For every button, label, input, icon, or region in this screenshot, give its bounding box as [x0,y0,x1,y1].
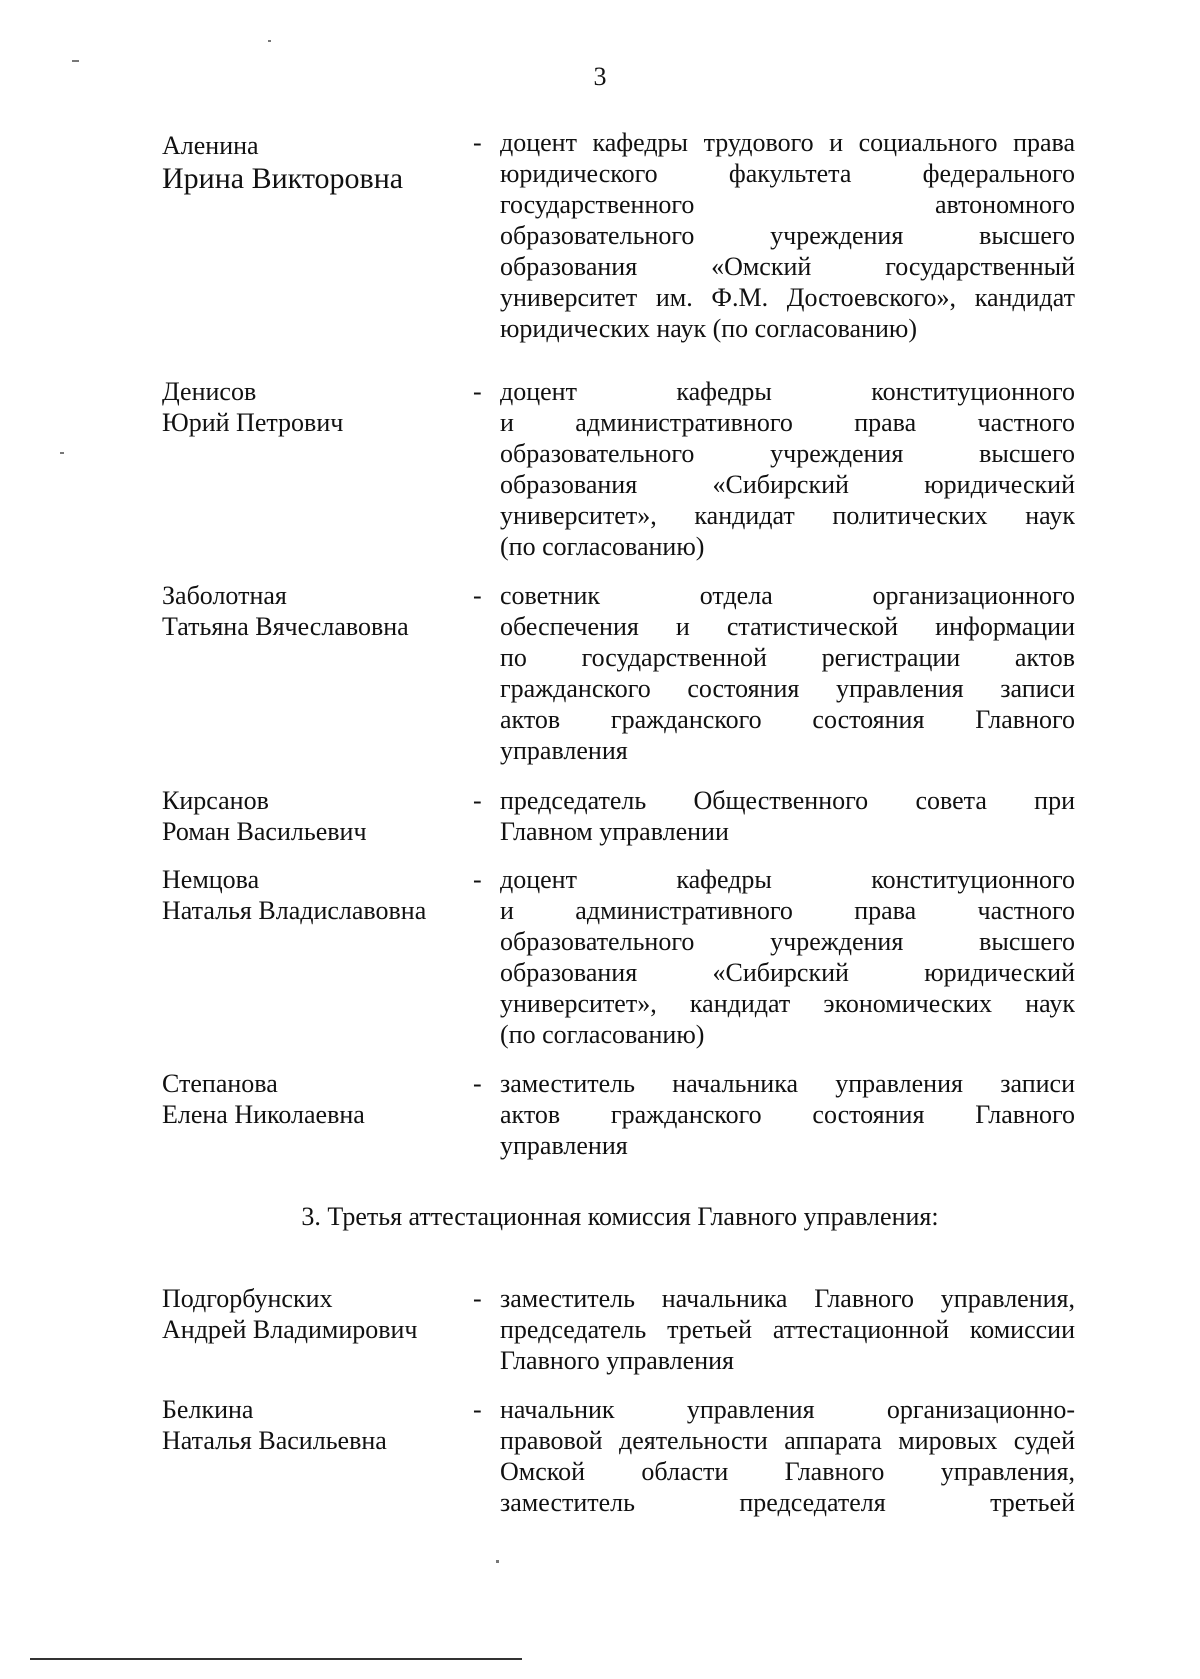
member-position [500,1068,1075,1161]
position-line: председатель третьей аттестационной комиссии [500,1315,1075,1344]
member-given-name: Елена Николаевна [162,1100,365,1129]
position-line: образовательного учреждения высшего [500,439,1075,468]
member-position [500,376,1075,562]
position-line: Омской области Главного управления, [500,1457,1075,1486]
scan-speck [60,452,64,454]
member-surname: Аленина [162,131,259,160]
position-line: образования «Сибирский юридический [500,958,1075,987]
dash-separator: - [473,1284,482,1313]
member-name [162,785,462,847]
member-surname: Немцова [162,865,260,894]
member-name [162,1394,462,1456]
position-line: образовательного учреждения высшего [500,221,1075,250]
member-given-name: Юрий Петрович [162,408,344,437]
member-entry-stepanova [0,1068,1200,1160]
position-line: заместитель председателя третьей [500,1488,1075,1517]
position-line: обеспечения и статистической информации [500,612,1075,641]
position-line: доцент кафедры конституционного [500,377,1075,406]
position-line: управления [500,1131,628,1160]
position-line: заместитель начальника управления записи [500,1069,1075,1098]
member-entry-belkina [0,1394,1200,1517]
member-given-name: Наталья Васильевна [162,1426,387,1455]
page-number: 3 [593,62,607,91]
member-entry-kirsanov [0,785,1200,846]
member-given-name: Ирина Викторовна [162,162,404,195]
dash-separator: - [473,377,482,406]
position-line: образования «Омский государственный [500,252,1075,281]
position-line: университет им. Ф.М. Достоевского», кандидат [500,283,1075,312]
scan-speck [72,60,79,62]
member-surname: Подгорбунских [162,1284,333,1313]
position-line: гражданского состояния управления записи [500,674,1075,703]
member-entry-denisov [0,376,1200,561]
member-entry-nemtsova [0,864,1200,1049]
position-line: университет», кандидат экономических наук [500,989,1075,1018]
member-entry-alenina [0,127,1200,343]
position-line: актов гражданского состояния Главного [500,1100,1075,1129]
position-line: университет», кандидат политических наук [500,501,1075,530]
member-position [500,1394,1075,1518]
position-line: (по согласованию) [500,1020,705,1049]
position-line: и административного права частного [500,896,1075,925]
dash-separator: - [473,865,482,894]
member-entry-zabolotnaya [0,580,1200,765]
position-line: юридических наук (по согласованию) [500,314,917,343]
position-line: правовой деятельности аппарата мировых судей [500,1426,1075,1455]
position-line: заместитель начальника Главного управления, [500,1284,1075,1313]
dash-separator: - [473,1069,482,1098]
member-position [500,1283,1075,1376]
dash-separator: - [473,786,482,815]
dash-separator: - [473,128,482,157]
position-line: по государственной регистрации актов [500,643,1075,672]
member-given-name: Роман Васильевич [162,817,367,846]
position-line: актов гражданского состояния Главного [500,705,1075,734]
member-surname: Белкина [162,1395,254,1424]
scan-speck [496,1560,499,1563]
member-given-name: Татьяна Вячеславовна [162,612,409,641]
scan-speck [268,40,271,42]
position-line: Главном управлении [500,817,729,846]
member-name [162,1283,462,1345]
member-surname: Заболотная [162,581,287,610]
position-line: (по согласованию) [500,532,705,561]
position-line: доцент кафедры конституционного [500,865,1075,894]
section-heading: 3. Третья аттестационная комиссия Главного управления: [301,1202,939,1231]
position-line: образовательного учреждения высшего [500,927,1075,956]
position-line: советник отдела организационного [500,581,1075,610]
member-surname: Степанова [162,1069,278,1098]
member-name [162,130,462,197]
position-line: государственного автономного [500,190,1075,219]
position-line: доцент кафедры трудового и социального права [500,128,1075,157]
position-line: Главного управления [500,1346,734,1375]
member-entry-podgorbunskikh [0,1283,1200,1375]
member-surname: Кирсанов [162,786,269,815]
dash-separator: - [473,1395,482,1424]
member-name [162,580,462,642]
member-position [500,864,1075,1050]
member-position [500,580,1075,766]
position-line: юридического факультета федерального [500,159,1075,188]
position-line: образования «Сибирский юридический [500,470,1075,499]
position-line: и административного права частного [500,408,1075,437]
position-line: председатель Общественного совета при [500,786,1075,815]
member-given-name: Наталья Владиславовна [162,896,427,925]
member-name [162,864,462,926]
member-name [162,1068,462,1130]
member-position [500,785,1075,847]
member-position [500,127,1075,344]
member-given-name: Андрей Владимирович [162,1315,418,1344]
position-line: управления [500,736,628,765]
dash-separator: - [473,581,482,610]
member-surname: Денисов [162,377,257,406]
position-line: начальник управления организационно- [500,1395,1075,1424]
member-name [162,376,462,438]
footer-rule [30,1658,522,1660]
